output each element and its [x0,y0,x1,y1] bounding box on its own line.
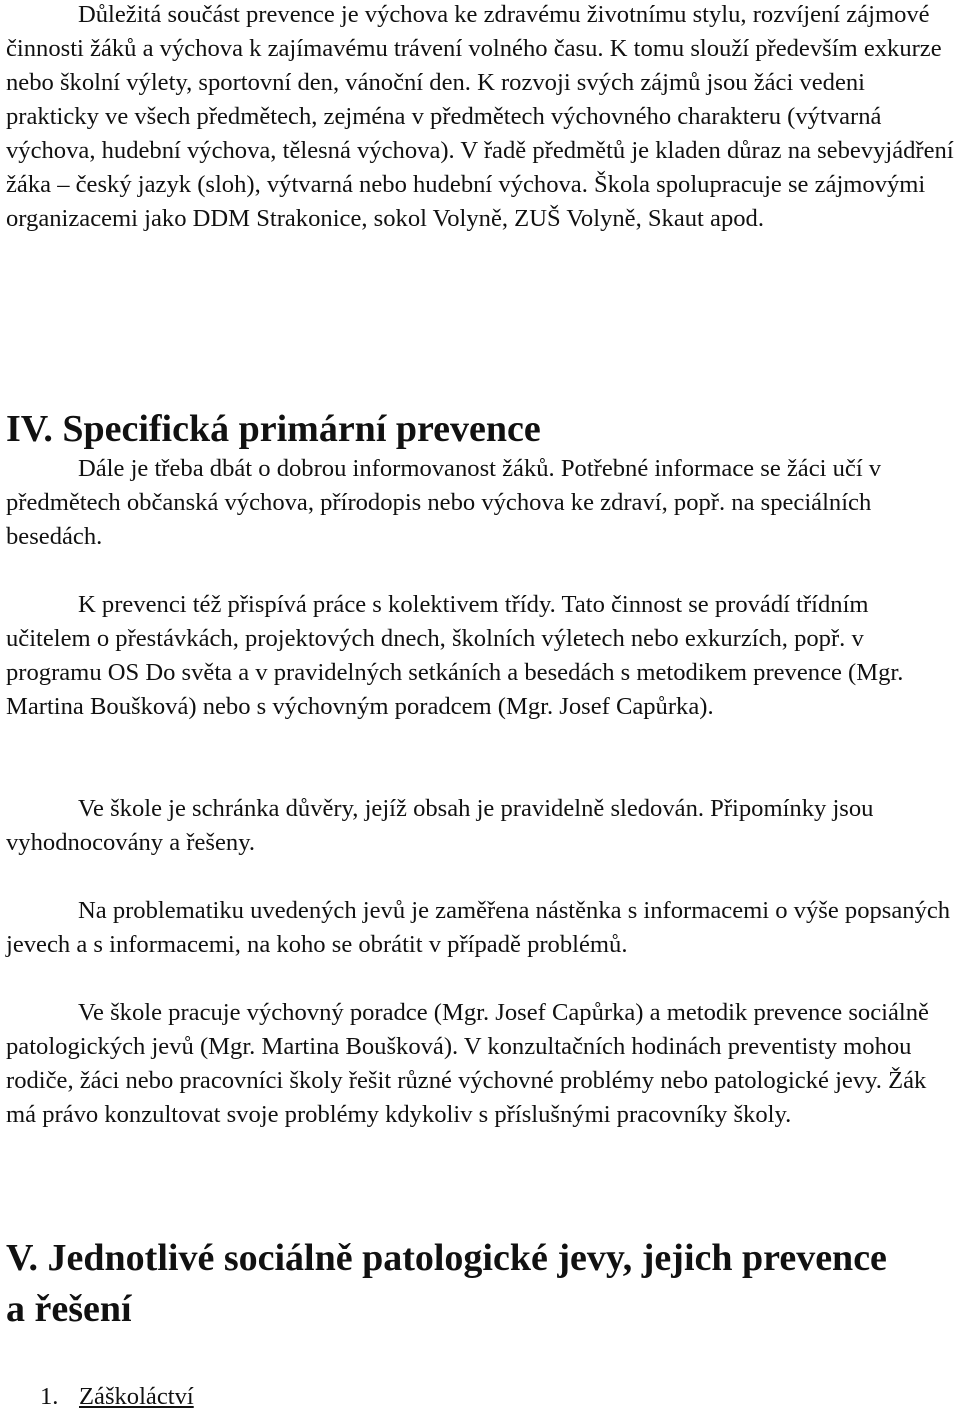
section-iv-paragraph-4: Na problematiku uvedených jevů je zaměřena nástěnka s informacemi o výše popsaných jevech a s informacemi, na koho se obrátit v případě problémů. [6,897,951,958]
section-iv-paragraph-3: Ve škole je schránka důvěry, jejíž obsah je pravidelně sledován. Připomínky jsou vyhodnocovány a řešeny. [6,795,874,856]
list-item-label: Záškoláctví [79,1383,194,1410]
section-v-heading: V. Jednotlivé sociálně patologické jevy, jejich prevence a řešení [6,1237,887,1330]
section-iv-paragraph-5: Ve škole pracuje výchovný poradce (Mgr. Josef Capůrka) a metodik prevence sociálně patologických jevů (Mgr. Martina Boušková). V konzultačních hodinách preventisty mohou rodiče, žáci nebo pracovníci školy řešit různé výchovné problémy nebo patologické jevy. Žák má právo konzultovat svoje problémy kdykoliv s příslušnými pracovníky školy. [6,999,929,1128]
list-item-number: 1. [40,1383,59,1410]
section-iv-paragraph-1: Dále je třeba dbát o dobrou informovanost žáků. Potřebné informace se žáci učí v předmětech občanská výchova, přírodopis nebo výchova ke zdraví, popř. na speciálních besedách. [6,455,882,550]
section-iv-heading: IV. Specifická primární prevence [6,408,541,450]
list-item [40,1380,194,1414]
section-iv-paragraph-2: K prevenci též přispívá práce s kolektivem třídy. Tato činnost se provádí třídním učitelem o přestávkách, projektových dnech, školních výletech nebo exkurzích, popř. v programu OS Do světa a v pravidelných setkáních a besedách s metodikem prevence (Mgr. Martina Boušková) nebo s výchovným poradcem (Mgr. Josef Capůrka). [6,591,904,720]
intro-paragraph: Důležitá součást prevence je výchova ke zdravému životnímu stylu, rozvíjení zájmové činnosti žáků a výchova k zajímavému trávení volného času. K tomu slouží především exkurze nebo školní výlety, sportovní den, vánoční den. K rozvoji svých zájmů jsou žáci vedeni prakticky ve všech předmětech, zejména v předmětech výchovného charakteru (výtvarná výchova, hudební výchova, tělesná výchova). V řadě předmětů je kladen důraz na sebevyjádření žáka – český jazyk (sloh), výtvarná nebo hudební výchova. Škola spolupracuje se zájmovými organizacemi jako DDM Strakonice, sokol Volyně, ZUŠ Volyně, Skaut apod. [6,1,954,232]
